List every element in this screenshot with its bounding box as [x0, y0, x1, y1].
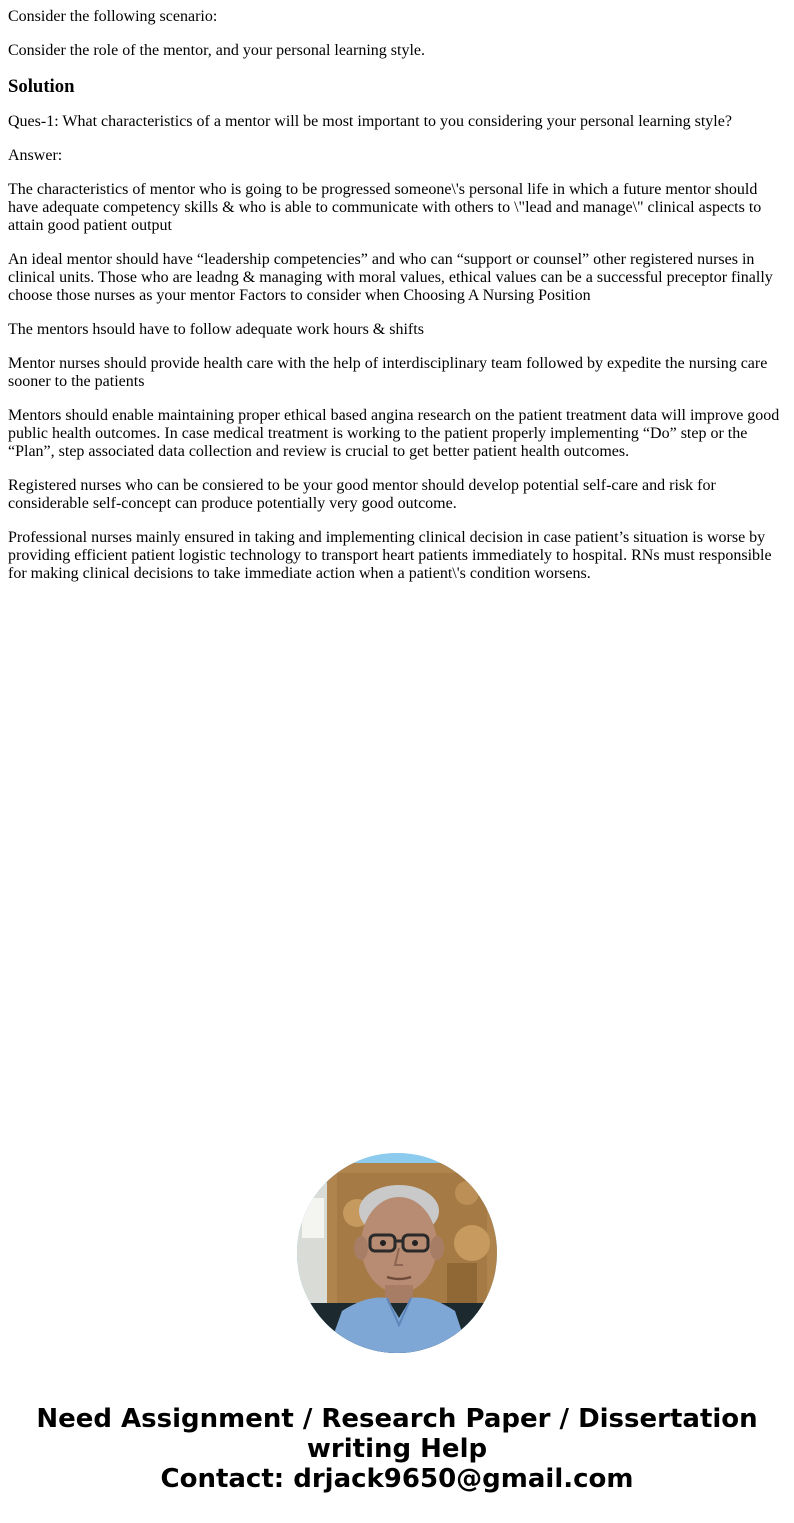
answer-paragraph-2: An ideal mentor should have “leadership competencies” and who can “support or counsel” other registered nurses in clinical units. Those who are leadng & managing with moral values, ethical values can be a successful preceptor finally choose those nurses as your mentor Factors to consider when Choosing A Nursing Position [8, 251, 773, 304]
answer-paragraph-1: The characteristics of mentor who is going to be progressed someone\'s personal life in which a future mentor should have adequate competency skills & who is able to communicate with others to \"lead and manage\" clinical aspects to attain good patient output [8, 181, 762, 234]
answer-paragraph-7: Professional nurses mainly ensured in taking and implementing clinical decision in case patient’s situation is worse by providing efficient patient logistic technology to transport heart patients immediately to hospital. RNs must responsible for making clinical decisions to take immediate action when a patient\'s condition worsens. [8, 529, 772, 582]
author-avatar [297, 1153, 497, 1353]
contact-banner [0, 1404, 794, 1494]
cta-contact: Contact: drjack9650@gmail.com [160, 1464, 634, 1494]
answer-paragraph-3: The mentors hsould have to follow adequate work hours & shifts [8, 321, 424, 338]
answer-paragraph-6: Registered nurses who can be consiered to be your good mentor should develop potential self-care and risk for considerable self-concept can produce potentially very good outcome. [8, 477, 716, 512]
article-content [8, 8, 784, 599]
intro-line-2: Consider the role of the mentor, and your personal learning style. [8, 42, 426, 59]
answer-paragraph-5: Mentors should enable maintaining proper ethical based angina research on the patient treatment data will improve good public health outcomes. In case medical treatment is working to the patient properly implementing “Do” step or the “Plan”, step associated data collection and review is crucial to get better patient health outcomes. [8, 407, 780, 460]
intro-line-1: Consider the following scenario: [8, 8, 218, 25]
cta-headline: Need Assignment / Research Paper / Dissertation writing Help [36, 1404, 758, 1464]
solution-heading: Solution [8, 76, 75, 97]
question-text: Ques-1: What characteristics of a mentor will be most important to you considering your personal learning style? [8, 113, 732, 130]
answer-label: Answer: [8, 147, 63, 164]
answer-paragraph-4: Mentor nurses should provide health care with the help of interdisciplinary team followed by expedite the nursing care sooner to the patients [8, 355, 768, 390]
